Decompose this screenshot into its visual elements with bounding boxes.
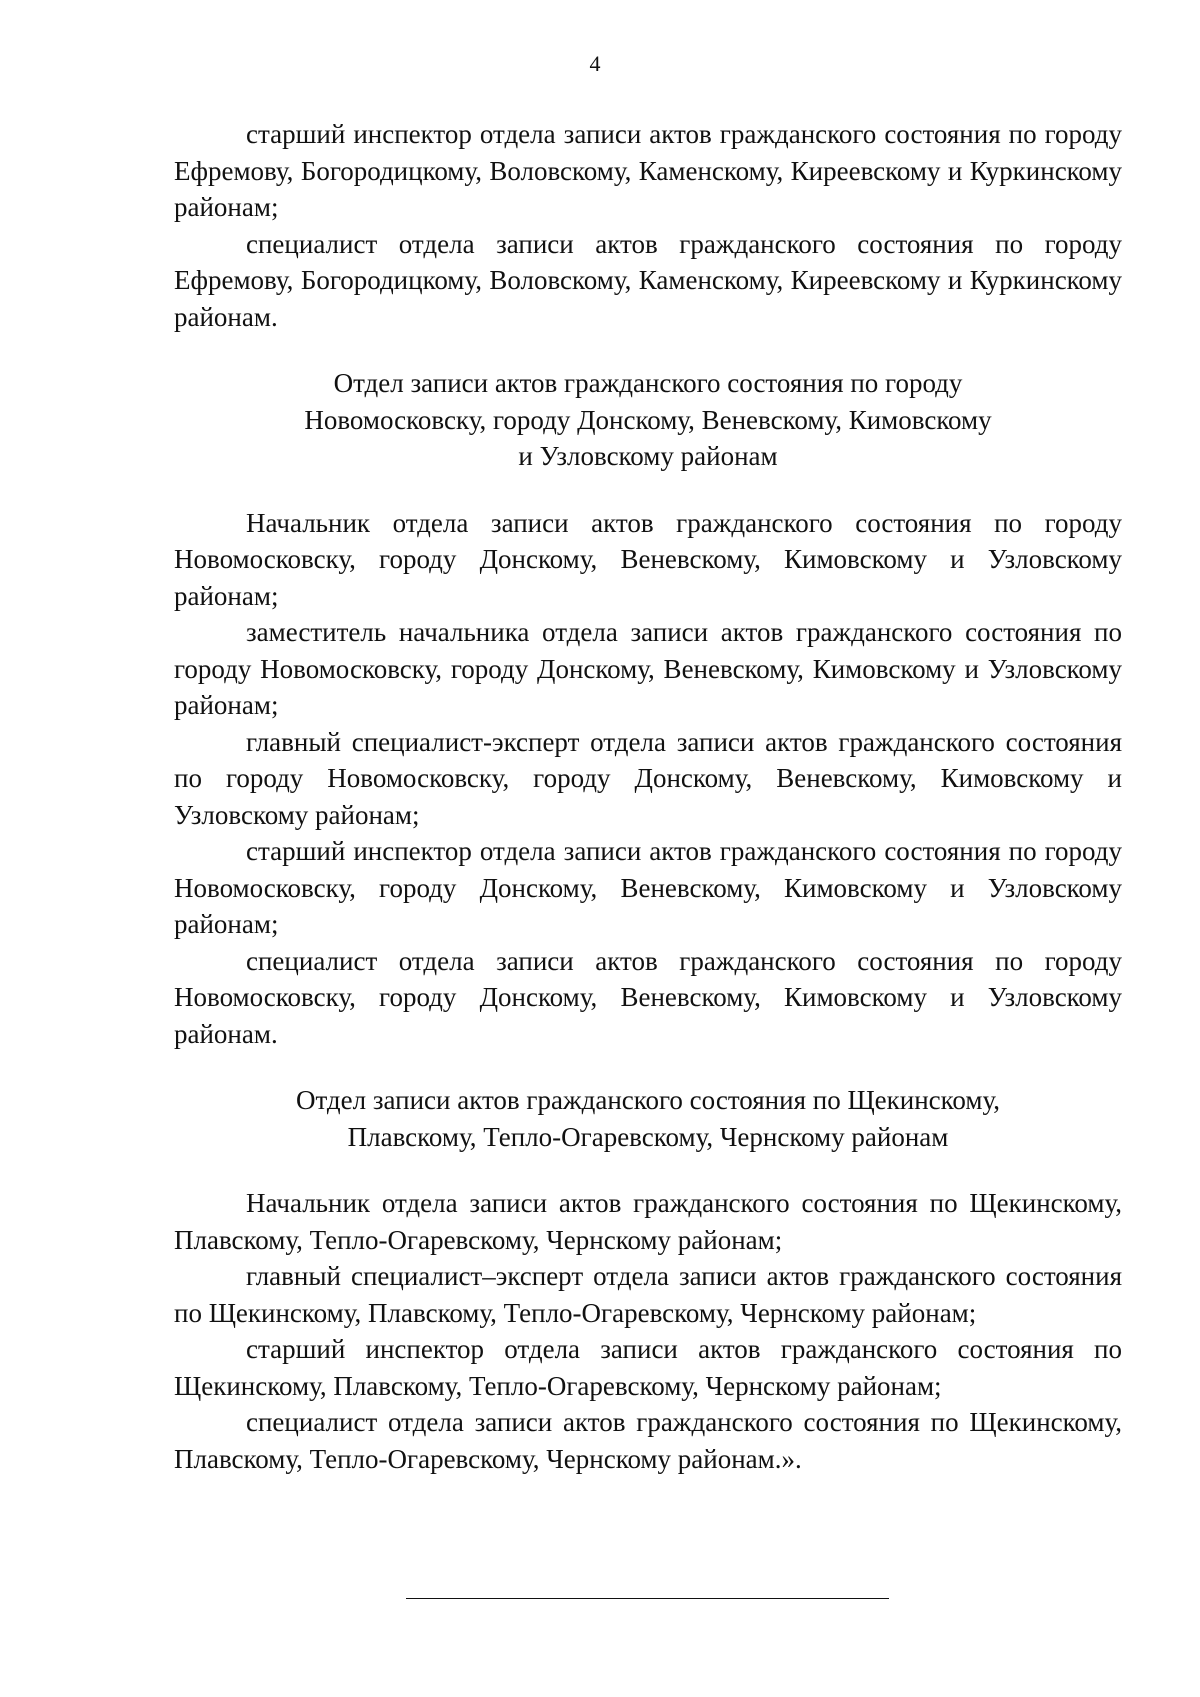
intro-paragraph-1: старший инспектор отдела записи актов гражданского состояния по городу Ефремову, Богородицкому, Воловскому, Каменскому, Киреевскому и Куркинскому районам; [174, 119, 1122, 222]
novomoskovsk-paragraph-5: специалист отдела записи актов гражданского состояния по городу Новомосковску, городу Донскому, Веневскому, Кимовскому и Узловскому районам. [174, 945, 1122, 1049]
novomoskovsk-paragraph-1: Начальник отдела записи актов гражданского состояния по городу Новомосковску, городу Донскому, Веневскому, Кимовскому и Узловскому районам; [174, 507, 1122, 611]
closing-rule [406, 1598, 889, 1599]
shchekino-paragraph-4: специалист отдела записи актов гражданского состояния по Щекинскому, Плавскому, Тепло-Огаревскому, Чернскому районам.». [174, 1407, 1122, 1474]
document-body [174, 116, 1122, 1477]
shchekino-paragraph-3: старший инспектор отдела записи актов гражданского состояния по Щекинскому, Плавскому, Тепло-Огаревскому, Чернскому районам; [174, 1334, 1122, 1401]
section-heading-novomoskovsk: Отдел записи актов гражданского состояния по городу Новомосковску, городу Донскому, Веневскому, Кимовскому и Узловскому районам [304, 368, 992, 471]
shchekino-paragraph-1: Начальник отдела записи актов гражданского состояния по Щекинскому, Плавскому, Тепло-Огаревскому, Чернскому районам; [174, 1188, 1122, 1255]
section-heading-shchekino: Отдел записи актов гражданского состояния по Щекинскому, Плавскому, Тепло-Огаревскому, Чернскому районам [295, 1085, 1001, 1152]
novomoskovsk-paragraph-4: старший инспектор отдела записи актов гражданского состояния по городу Новомосковску, городу Донскому, Веневскому, Кимовскому и Узловскому районам; [174, 836, 1122, 939]
spacer [174, 1052, 1122, 1082]
novomoskovsk-paragraph-3: главный специалист-эксперт отдела записи актов гражданского состояния по городу Новомосковску, городу Донскому, Веневскому, Кимовскому и Узловскому районам; [174, 726, 1122, 830]
spacer [174, 335, 1122, 365]
page-number: 4 [589, 51, 601, 76]
novomoskovsk-paragraph-2: заместитель начальника отдела записи актов гражданского состояния по городу Новомосковску, городу Донскому, Веневскому, Кимовскому и Узловскому районам; [174, 617, 1122, 720]
spacer [174, 1155, 1122, 1185]
spacer [174, 475, 1122, 505]
intro-paragraph-2: специалист отдела записи актов гражданского состояния по городу Ефремову, Богородицкому, Воловскому, Каменскому, Киреевскому и Куркинскому районам. [174, 228, 1122, 332]
shchekino-paragraph-2: главный специалист–эксперт отдела записи актов гражданского состояния по Щекинскому, Плавскому, Тепло-Огаревскому, Чернскому районам; [174, 1261, 1122, 1328]
